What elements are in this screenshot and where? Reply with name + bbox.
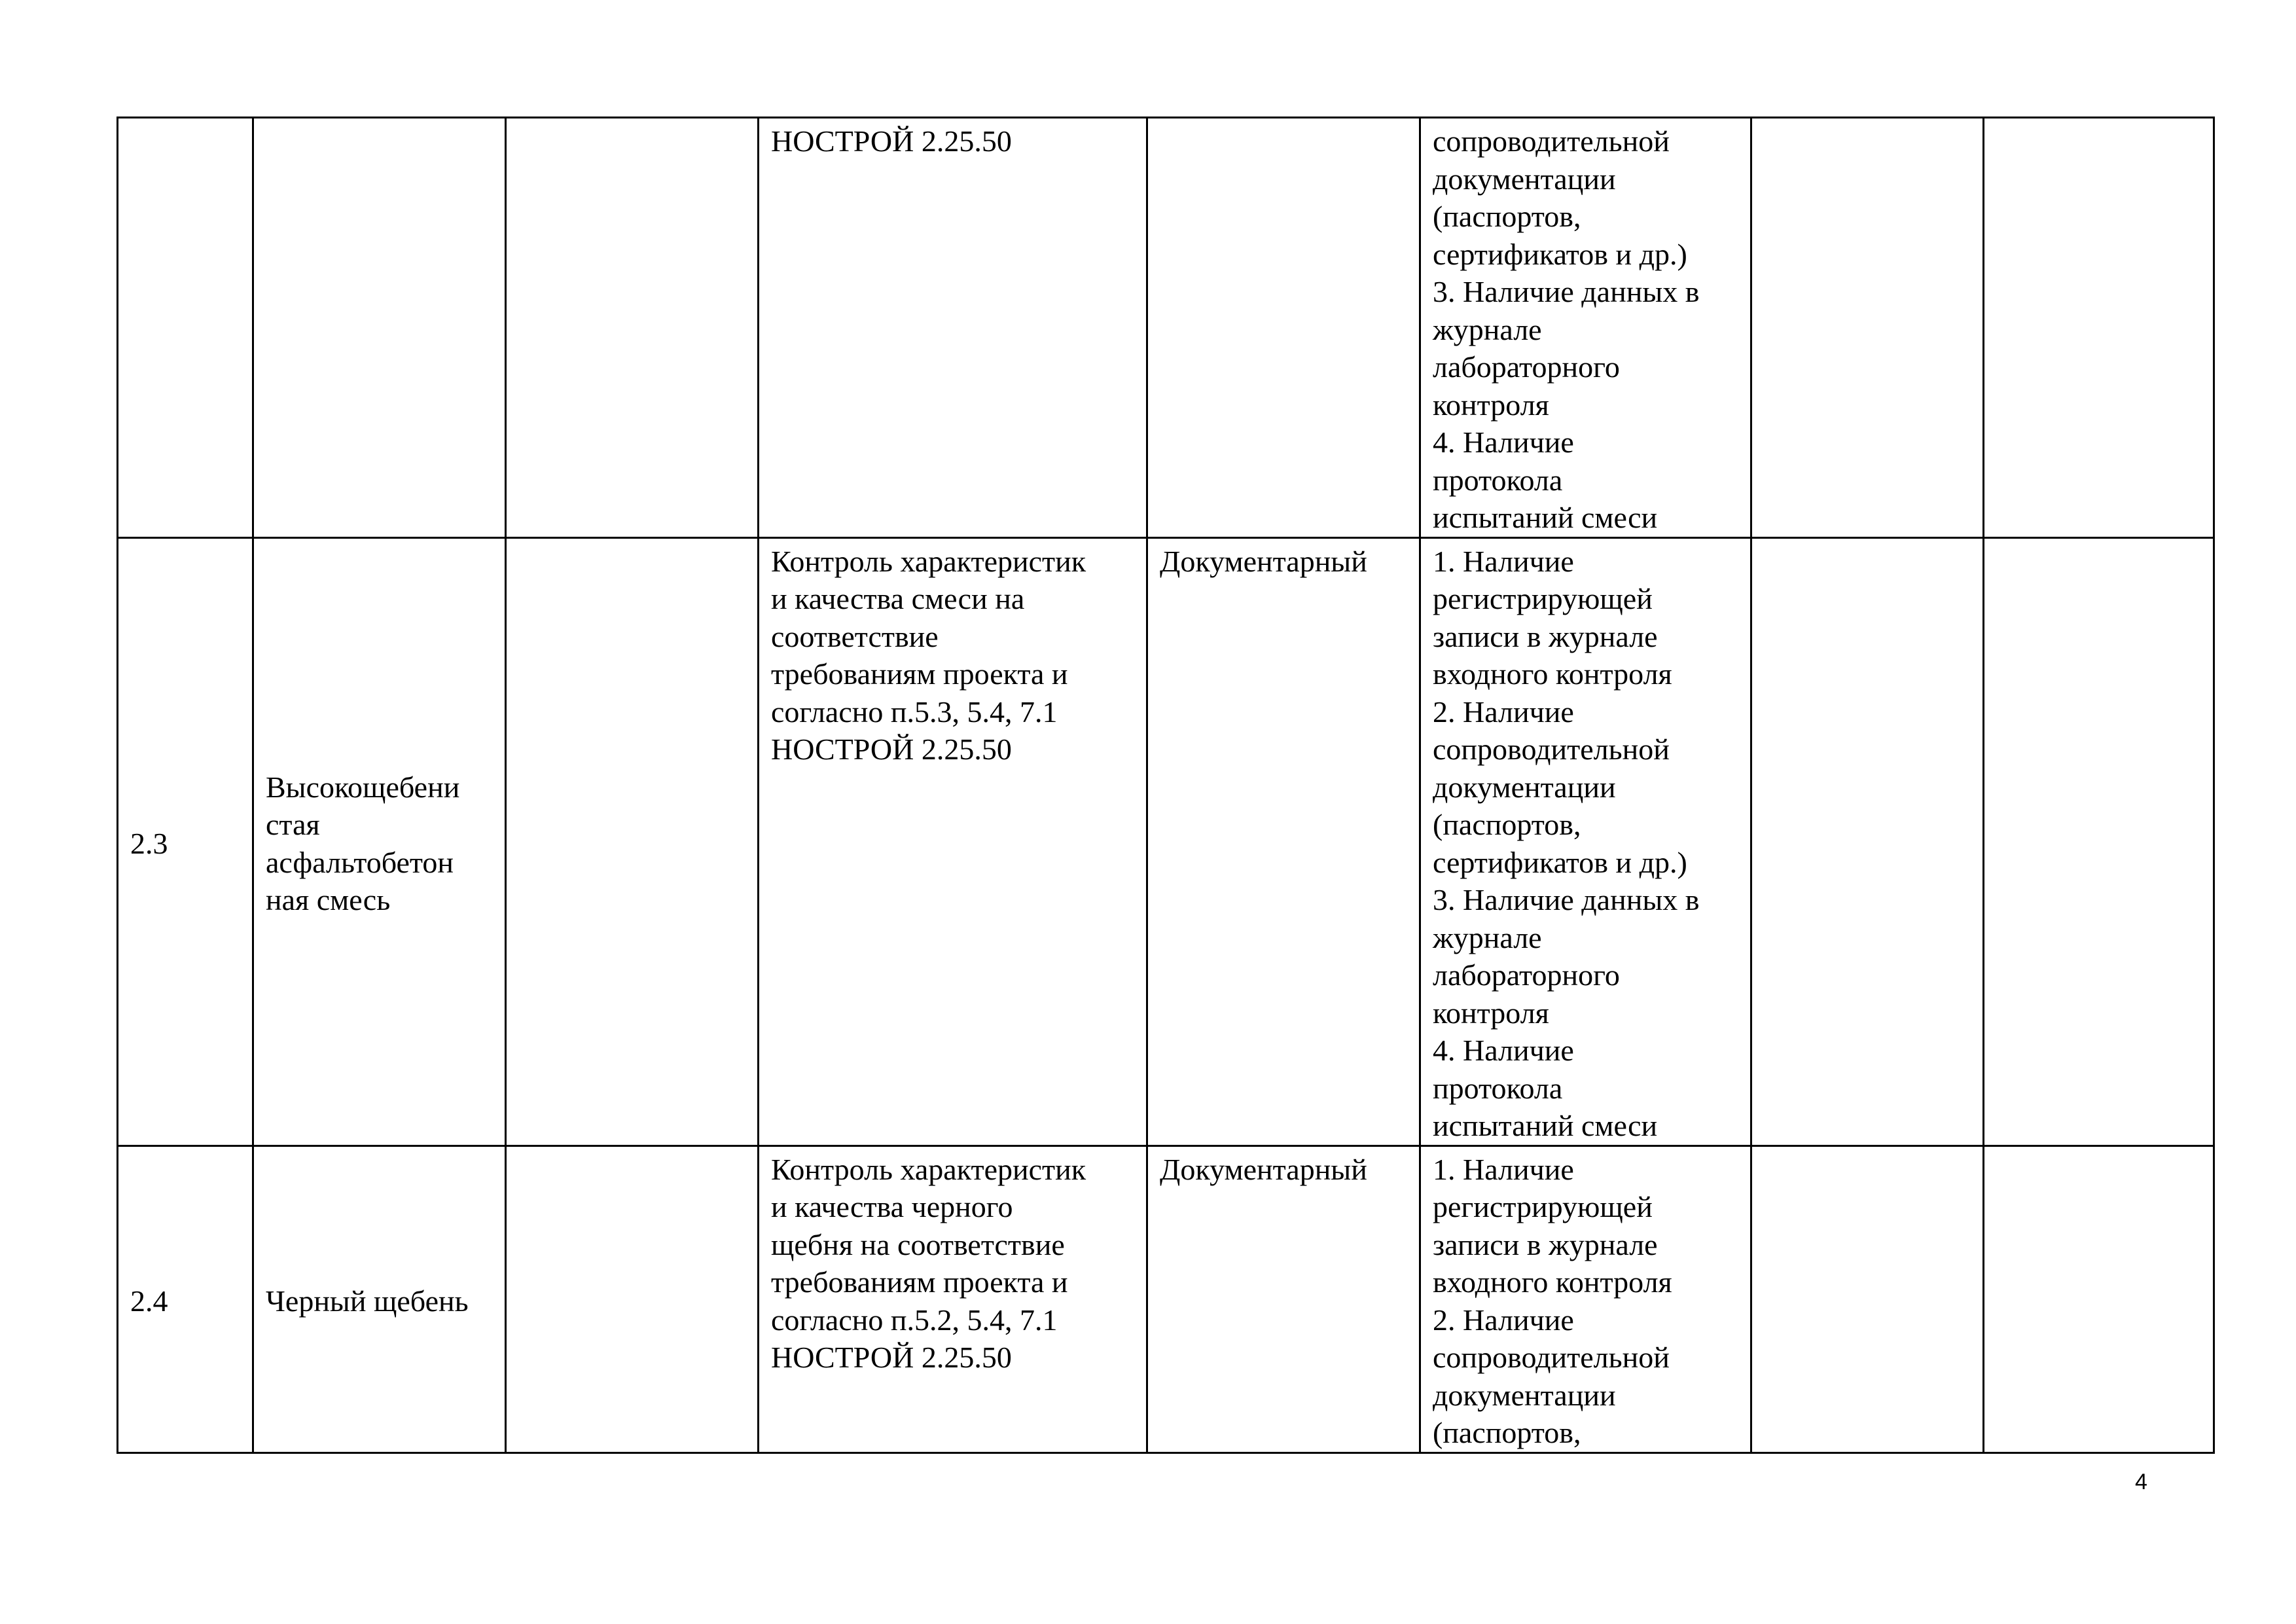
empty-cell: [1751, 118, 1984, 538]
control-description-cell: [759, 1146, 1147, 1453]
cell-text-line: входного контроля: [1433, 657, 1672, 691]
cell-text-line: испытаний смеси: [1433, 1109, 1658, 1142]
cell-text-line: ная смесь: [266, 883, 391, 916]
empty-cell: [1751, 1146, 1984, 1453]
cell-text-line: испытаний смеси: [1433, 501, 1658, 534]
table-row: [118, 537, 2214, 1146]
cell-text-line: Высокощебени: [266, 770, 460, 804]
material-name-cell: [253, 118, 506, 538]
cell-text-line: НОСТРОЙ 2.25.50: [771, 732, 1012, 766]
cell-text-line: записи в журнале: [1433, 1227, 1658, 1261]
cell-text-line: стая: [266, 808, 320, 841]
cell-text-line: асфальтобетон: [266, 845, 454, 879]
cell-text-line: соответствие: [771, 619, 939, 653]
cell-text-line: НОСТРОЙ 2.25.50: [771, 1341, 1012, 1374]
cell-text-line: 4. Наличие: [1433, 1034, 1574, 1067]
empty-cell: [506, 537, 759, 1146]
cell-text-line: сопроводительной: [1433, 1341, 1670, 1374]
cell-text-line: лабораторного: [1433, 958, 1620, 992]
empty-cell: [506, 1146, 759, 1453]
cell-text-line: (паспортов,: [1433, 200, 1581, 233]
cell-text-line: 3. Наличие данных в: [1433, 275, 1700, 308]
cell-text-line: журнале: [1433, 920, 1542, 954]
table-row: [118, 1146, 2214, 1453]
cell-text-line: 4. Наличие: [1433, 425, 1574, 459]
cell-text-line: регистрирующей: [1433, 1190, 1653, 1223]
cell-text-line: требованиям проекта и: [771, 657, 1068, 691]
cell-text-line: 1. Наличие: [1433, 1152, 1574, 1186]
cell-text-line: контроля: [1433, 388, 1549, 422]
cell-text-line: щебня на соответствие: [771, 1227, 1065, 1261]
cell-text-line: и качества черного: [771, 1190, 1013, 1223]
cell-text-line: сертификатов и др.): [1433, 237, 1687, 271]
criteria-cell: [1420, 118, 1751, 538]
cell-text-line: журнале: [1433, 312, 1542, 346]
cell-text-line: 2. Наличие: [1433, 1303, 1574, 1337]
cell-text-line: Контроль характеристик: [771, 1152, 1086, 1186]
cell-text-line: требованиям проекта и: [771, 1265, 1068, 1299]
row-number-cell: [118, 118, 253, 538]
cell-text-line: записи в журнале: [1433, 619, 1658, 653]
cell-text-line: согласно п.5.3, 5.4, 7.1: [771, 695, 1058, 729]
empty-cell: [1984, 537, 2214, 1146]
cell-text-line: документации: [1433, 162, 1616, 196]
row-number-cell: 2.3: [118, 537, 253, 1146]
cell-text-line: документации: [1433, 1378, 1616, 1412]
criteria-cell: [1420, 537, 1751, 1146]
cell-text-line: 3. Наличие данных в: [1433, 883, 1700, 916]
material-name-cell: [253, 537, 506, 1146]
cell-text-line: сопроводительной: [1433, 124, 1670, 158]
cell-text-line: 2. Наличие: [1433, 695, 1574, 729]
cell-text-line: 1. Наличие: [1433, 544, 1574, 578]
cell-text-line: (паспортов,: [1433, 808, 1581, 841]
cell-text-line: НОСТРОЙ 2.25.50: [771, 124, 1012, 158]
page-number: 4: [2135, 1470, 2147, 1494]
cell-text-line: документации: [1433, 770, 1616, 804]
table-row: [118, 118, 2214, 538]
material-name-cell: [253, 1146, 506, 1453]
cell-text-line: (паспортов,: [1433, 1416, 1581, 1449]
control-method-cell: [1147, 118, 1420, 538]
control-table: [117, 117, 2215, 1454]
empty-cell: [1984, 118, 2214, 538]
cell-text-line: входного контроля: [1433, 1265, 1672, 1299]
cell-text-line: сопроводительной: [1433, 732, 1670, 766]
cell-text-line: и качества смеси на: [771, 582, 1025, 615]
control-description-cell: [759, 118, 1147, 538]
cell-text-line: Черный щебень: [266, 1284, 469, 1318]
cell-text-line: Контроль характеристик: [771, 544, 1086, 578]
cell-text-line: контроля: [1433, 996, 1549, 1030]
control-method-cell: Документарный: [1147, 537, 1420, 1146]
control-method-cell: Документарный: [1147, 1146, 1420, 1453]
cell-text-line: регистрирующей: [1433, 582, 1653, 615]
cell-text-line: сертификатов и др.): [1433, 845, 1687, 879]
cell-text-line: протокола: [1433, 1071, 1563, 1105]
empty-cell: [1751, 537, 1984, 1146]
empty-cell: [506, 118, 759, 538]
empty-cell: [1984, 1146, 2214, 1453]
row-number-cell: 2.4: [118, 1146, 253, 1453]
criteria-cell: [1420, 1146, 1751, 1453]
cell-text-line: протокола: [1433, 463, 1563, 497]
cell-text-line: согласно п.5.2, 5.4, 7.1: [771, 1303, 1058, 1337]
cell-text-line: лабораторного: [1433, 350, 1620, 384]
control-description-cell: [759, 537, 1147, 1146]
